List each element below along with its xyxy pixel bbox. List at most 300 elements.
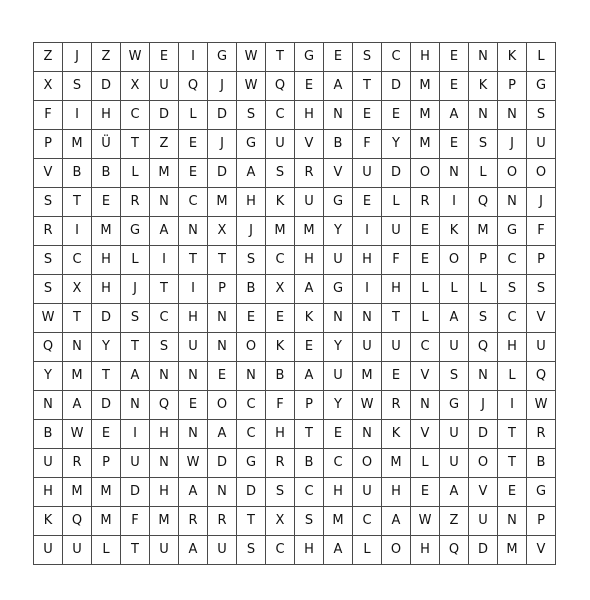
grid-cell[interactable]: S (469, 130, 498, 159)
grid-cell[interactable]: I (121, 420, 150, 449)
grid-cell[interactable]: Q (469, 188, 498, 217)
grid-cell[interactable]: T (208, 246, 237, 275)
grid-cell[interactable]: M (150, 507, 179, 536)
grid-cell[interactable]: E (440, 130, 469, 159)
grid-cell[interactable]: N (498, 188, 527, 217)
grid-cell[interactable]: U (440, 333, 469, 362)
grid-cell[interactable]: A (324, 72, 353, 101)
grid-cell[interactable]: B (295, 449, 324, 478)
grid-cell[interactable]: K (440, 217, 469, 246)
grid-cell[interactable]: N (63, 333, 92, 362)
grid-cell[interactable]: B (63, 159, 92, 188)
grid-cell[interactable]: Y (92, 333, 121, 362)
grid-cell[interactable]: V (411, 420, 440, 449)
grid-cell[interactable]: N (121, 391, 150, 420)
grid-cell[interactable]: Q (34, 333, 63, 362)
grid-cell[interactable]: A (208, 420, 237, 449)
grid-cell[interactable]: A (63, 391, 92, 420)
grid-cell[interactable]: T (498, 449, 527, 478)
grid-cell[interactable]: J (208, 130, 237, 159)
grid-cell[interactable]: S (63, 72, 92, 101)
grid-cell[interactable]: C (382, 43, 411, 72)
grid-cell[interactable]: X (63, 275, 92, 304)
grid-cell[interactable]: S (237, 246, 266, 275)
grid-cell[interactable]: A (237, 159, 266, 188)
grid-cell[interactable]: S (527, 275, 556, 304)
grid-cell[interactable]: H (382, 275, 411, 304)
grid-cell[interactable]: P (527, 246, 556, 275)
grid-cell[interactable]: T (295, 420, 324, 449)
grid-cell[interactable]: H (411, 43, 440, 72)
grid-cell[interactable]: E (411, 217, 440, 246)
grid-cell[interactable]: B (34, 420, 63, 449)
grid-cell[interactable]: N (469, 362, 498, 391)
grid-cell[interactable]: T (92, 362, 121, 391)
grid-cell[interactable]: I (63, 101, 92, 130)
grid-cell[interactable]: Y (324, 333, 353, 362)
grid-cell[interactable]: P (92, 449, 121, 478)
grid-cell[interactable]: D (382, 159, 411, 188)
grid-cell[interactable]: M (295, 217, 324, 246)
grid-cell[interactable]: D (208, 159, 237, 188)
grid-cell[interactable]: M (92, 478, 121, 507)
grid-cell[interactable]: H (295, 101, 324, 130)
grid-cell[interactable]: W (34, 304, 63, 333)
grid-cell[interactable]: N (498, 507, 527, 536)
grid-cell[interactable]: N (208, 333, 237, 362)
grid-cell[interactable]: C (411, 333, 440, 362)
grid-cell[interactable]: U (382, 333, 411, 362)
grid-cell[interactable]: L (382, 188, 411, 217)
grid-cell[interactable]: J (469, 391, 498, 420)
grid-cell[interactable]: I (179, 43, 208, 72)
grid-cell[interactable]: G (295, 43, 324, 72)
grid-cell[interactable]: P (469, 246, 498, 275)
grid-cell[interactable]: N (411, 391, 440, 420)
grid-cell[interactable]: I (353, 217, 382, 246)
grid-cell[interactable]: N (469, 43, 498, 72)
grid-cell[interactable]: O (469, 449, 498, 478)
grid-cell[interactable]: C (353, 507, 382, 536)
grid-cell[interactable]: U (150, 72, 179, 101)
grid-cell[interactable]: H (324, 478, 353, 507)
grid-cell[interactable]: C (237, 391, 266, 420)
grid-cell[interactable]: A (440, 478, 469, 507)
grid-cell[interactable]: N (150, 449, 179, 478)
grid-cell[interactable]: C (179, 188, 208, 217)
grid-cell[interactable]: S (440, 362, 469, 391)
grid-cell[interactable]: P (295, 391, 324, 420)
grid-cell[interactable]: S (498, 275, 527, 304)
grid-cell[interactable]: R (295, 159, 324, 188)
grid-cell[interactable]: P (527, 507, 556, 536)
grid-cell[interactable]: E (353, 188, 382, 217)
grid-cell[interactable]: I (150, 246, 179, 275)
grid-cell[interactable]: D (92, 391, 121, 420)
grid-cell[interactable]: C (237, 420, 266, 449)
grid-cell[interactable]: E (92, 420, 121, 449)
grid-cell[interactable]: H (150, 420, 179, 449)
grid-cell[interactable]: Y (324, 391, 353, 420)
grid-cell[interactable]: I (440, 188, 469, 217)
grid-cell[interactable]: E (150, 43, 179, 72)
grid-cell[interactable]: E (179, 159, 208, 188)
grid-cell[interactable]: L (411, 304, 440, 333)
grid-cell[interactable]: Z (34, 43, 63, 72)
grid-cell[interactable]: D (92, 72, 121, 101)
grid-cell[interactable]: M (411, 130, 440, 159)
grid-cell[interactable]: W (237, 43, 266, 72)
grid-cell[interactable]: N (208, 478, 237, 507)
grid-cell[interactable]: K (295, 304, 324, 333)
grid-cell[interactable]: Q (440, 536, 469, 565)
grid-cell[interactable]: L (353, 536, 382, 565)
grid-cell[interactable]: C (150, 304, 179, 333)
grid-cell[interactable]: E (237, 304, 266, 333)
grid-cell[interactable]: S (237, 101, 266, 130)
grid-cell[interactable]: Y (34, 362, 63, 391)
grid-cell[interactable]: L (179, 101, 208, 130)
grid-cell[interactable]: M (353, 362, 382, 391)
grid-cell[interactable]: R (208, 507, 237, 536)
grid-cell[interactable]: J (527, 188, 556, 217)
grid-cell[interactable]: N (353, 304, 382, 333)
grid-cell[interactable]: R (527, 420, 556, 449)
grid-cell[interactable]: F (527, 217, 556, 246)
grid-cell[interactable]: N (150, 362, 179, 391)
grid-cell[interactable]: H (92, 101, 121, 130)
grid-cell[interactable]: N (179, 362, 208, 391)
grid-cell[interactable]: M (411, 72, 440, 101)
grid-cell[interactable]: M (266, 217, 295, 246)
grid-cell[interactable]: J (208, 72, 237, 101)
grid-cell[interactable]: M (92, 217, 121, 246)
grid-cell[interactable]: A (295, 362, 324, 391)
grid-cell[interactable]: M (63, 478, 92, 507)
grid-cell[interactable]: S (34, 246, 63, 275)
grid-cell[interactable]: T (121, 333, 150, 362)
grid-cell[interactable]: L (92, 536, 121, 565)
grid-cell[interactable]: I (63, 217, 92, 246)
grid-cell[interactable]: L (121, 159, 150, 188)
grid-cell[interactable]: V (469, 478, 498, 507)
grid-cell[interactable]: D (208, 101, 237, 130)
grid-cell[interactable]: T (266, 43, 295, 72)
grid-cell[interactable]: L (440, 275, 469, 304)
grid-cell[interactable]: S (469, 304, 498, 333)
grid-cell[interactable]: K (382, 420, 411, 449)
grid-cell[interactable]: F (121, 507, 150, 536)
grid-cell[interactable]: S (353, 43, 382, 72)
grid-cell[interactable]: G (527, 72, 556, 101)
grid-cell[interactable]: B (92, 159, 121, 188)
grid-cell[interactable]: Q (469, 333, 498, 362)
grid-cell[interactable]: K (266, 188, 295, 217)
grid-cell[interactable]: E (295, 72, 324, 101)
grid-cell[interactable]: J (63, 43, 92, 72)
grid-cell[interactable]: C (121, 101, 150, 130)
grid-cell[interactable]: E (411, 246, 440, 275)
grid-cell[interactable]: O (411, 159, 440, 188)
grid-cell[interactable]: F (353, 130, 382, 159)
grid-cell[interactable]: Z (150, 130, 179, 159)
grid-cell[interactable]: T (63, 188, 92, 217)
grid-cell[interactable]: N (150, 188, 179, 217)
grid-cell[interactable]: J (237, 217, 266, 246)
grid-cell[interactable]: O (237, 333, 266, 362)
grid-cell[interactable]: U (527, 333, 556, 362)
grid-cell[interactable]: H (92, 246, 121, 275)
grid-cell[interactable]: D (150, 101, 179, 130)
grid-cell[interactable]: E (324, 420, 353, 449)
grid-cell[interactable]: C (266, 101, 295, 130)
grid-cell[interactable]: G (237, 130, 266, 159)
grid-cell[interactable]: E (411, 478, 440, 507)
grid-cell[interactable]: U (353, 333, 382, 362)
grid-cell[interactable]: H (498, 333, 527, 362)
grid-cell[interactable]: N (179, 420, 208, 449)
grid-cell[interactable]: R (63, 449, 92, 478)
grid-cell[interactable]: T (63, 304, 92, 333)
grid-cell[interactable]: A (324, 536, 353, 565)
grid-cell[interactable]: I (179, 275, 208, 304)
grid-cell[interactable]: S (266, 478, 295, 507)
grid-cell[interactable]: T (150, 275, 179, 304)
grid-cell[interactable]: N (440, 159, 469, 188)
grid-cell[interactable]: T (179, 246, 208, 275)
grid-cell[interactable]: N (237, 362, 266, 391)
grid-cell[interactable]: F (382, 246, 411, 275)
grid-cell[interactable]: E (295, 333, 324, 362)
grid-cell[interactable]: R (34, 217, 63, 246)
grid-cell[interactable]: B (237, 275, 266, 304)
grid-cell[interactable]: Q (179, 72, 208, 101)
grid-cell[interactable]: S (150, 333, 179, 362)
grid-cell[interactable]: X (208, 217, 237, 246)
grid-cell[interactable]: G (440, 391, 469, 420)
grid-cell[interactable]: M (63, 362, 92, 391)
grid-cell[interactable]: Q (150, 391, 179, 420)
grid-cell[interactable]: X (121, 72, 150, 101)
grid-cell[interactable]: Ü (92, 130, 121, 159)
grid-cell[interactable]: D (92, 304, 121, 333)
grid-cell[interactable]: Q (266, 72, 295, 101)
grid-cell[interactable]: U (295, 188, 324, 217)
grid-cell[interactable]: P (34, 130, 63, 159)
grid-cell[interactable]: O (440, 246, 469, 275)
grid-cell[interactable]: A (179, 478, 208, 507)
grid-cell[interactable]: G (498, 217, 527, 246)
grid-cell[interactable]: U (121, 449, 150, 478)
grid-cell[interactable]: X (266, 275, 295, 304)
grid-cell[interactable]: E (92, 188, 121, 217)
grid-cell[interactable]: M (63, 130, 92, 159)
grid-cell[interactable]: W (237, 72, 266, 101)
grid-cell[interactable]: B (324, 130, 353, 159)
grid-cell[interactable]: E (179, 391, 208, 420)
grid-cell[interactable]: A (440, 101, 469, 130)
grid-cell[interactable]: U (353, 159, 382, 188)
grid-cell[interactable]: T (353, 72, 382, 101)
grid-cell[interactable]: W (121, 43, 150, 72)
grid-cell[interactable]: S (527, 101, 556, 130)
grid-cell[interactable]: U (34, 449, 63, 478)
grid-cell[interactable]: Z (92, 43, 121, 72)
grid-cell[interactable]: Q (527, 362, 556, 391)
grid-cell[interactable]: L (121, 246, 150, 275)
grid-cell[interactable]: V (527, 536, 556, 565)
grid-cell[interactable]: T (498, 420, 527, 449)
grid-cell[interactable]: N (498, 101, 527, 130)
grid-cell[interactable]: L (411, 275, 440, 304)
grid-cell[interactable]: O (527, 159, 556, 188)
grid-cell[interactable]: W (179, 449, 208, 478)
grid-cell[interactable]: E (179, 130, 208, 159)
grid-cell[interactable]: A (295, 275, 324, 304)
grid-cell[interactable]: C (266, 536, 295, 565)
grid-cell[interactable]: U (440, 449, 469, 478)
grid-cell[interactable]: U (324, 362, 353, 391)
grid-cell[interactable]: S (121, 304, 150, 333)
grid-cell[interactable]: L (498, 362, 527, 391)
grid-cell[interactable]: A (382, 507, 411, 536)
grid-cell[interactable]: I (498, 391, 527, 420)
grid-cell[interactable]: M (469, 217, 498, 246)
grid-cell[interactable]: E (382, 362, 411, 391)
grid-cell[interactable]: O (498, 159, 527, 188)
grid-cell[interactable]: H (237, 188, 266, 217)
grid-cell[interactable]: W (411, 507, 440, 536)
grid-cell[interactable]: F (266, 391, 295, 420)
grid-cell[interactable]: C (295, 478, 324, 507)
grid-cell[interactable]: M (411, 101, 440, 130)
grid-cell[interactable]: S (34, 275, 63, 304)
grid-cell[interactable]: K (34, 507, 63, 536)
grid-cell[interactable]: H (266, 420, 295, 449)
grid-cell[interactable]: I (353, 275, 382, 304)
grid-cell[interactable]: C (63, 246, 92, 275)
grid-cell[interactable]: N (353, 420, 382, 449)
grid-cell[interactable]: T (237, 507, 266, 536)
grid-cell[interactable]: V (527, 304, 556, 333)
grid-cell[interactable]: D (469, 420, 498, 449)
grid-cell[interactable]: M (208, 188, 237, 217)
grid-cell[interactable]: O (208, 391, 237, 420)
grid-cell[interactable]: H (353, 246, 382, 275)
grid-cell[interactable]: S (237, 536, 266, 565)
grid-cell[interactable]: W (353, 391, 382, 420)
grid-cell[interactable]: S (266, 159, 295, 188)
grid-cell[interactable]: L (469, 159, 498, 188)
grid-cell[interactable]: C (498, 246, 527, 275)
grid-cell[interactable]: H (150, 478, 179, 507)
grid-cell[interactable]: L (469, 275, 498, 304)
grid-cell[interactable]: R (179, 507, 208, 536)
grid-cell[interactable]: E (353, 101, 382, 130)
grid-cell[interactable]: M (92, 507, 121, 536)
grid-cell[interactable]: G (121, 217, 150, 246)
grid-cell[interactable]: R (382, 391, 411, 420)
grid-cell[interactable]: H (295, 246, 324, 275)
grid-cell[interactable]: A (440, 304, 469, 333)
grid-cell[interactable]: H (411, 536, 440, 565)
grid-cell[interactable]: U (179, 333, 208, 362)
grid-cell[interactable]: U (34, 536, 63, 565)
grid-cell[interactable]: X (266, 507, 295, 536)
grid-cell[interactable]: U (324, 246, 353, 275)
grid-cell[interactable]: R (266, 449, 295, 478)
grid-cell[interactable]: N (34, 391, 63, 420)
grid-cell[interactable]: U (63, 536, 92, 565)
grid-cell[interactable]: G (324, 188, 353, 217)
grid-cell[interactable]: O (382, 536, 411, 565)
grid-cell[interactable]: T (121, 536, 150, 565)
grid-cell[interactable]: C (324, 449, 353, 478)
grid-cell[interactable]: J (498, 130, 527, 159)
grid-cell[interactable]: B (527, 449, 556, 478)
grid-cell[interactable]: P (498, 72, 527, 101)
grid-cell[interactable]: U (208, 536, 237, 565)
grid-cell[interactable]: R (411, 188, 440, 217)
grid-cell[interactable]: H (34, 478, 63, 507)
grid-cell[interactable]: H (295, 536, 324, 565)
grid-cell[interactable]: U (150, 536, 179, 565)
grid-cell[interactable]: V (295, 130, 324, 159)
grid-cell[interactable]: X (34, 72, 63, 101)
grid-cell[interactable]: A (121, 362, 150, 391)
grid-cell[interactable]: F (34, 101, 63, 130)
grid-cell[interactable]: G (237, 449, 266, 478)
grid-cell[interactable]: V (411, 362, 440, 391)
grid-cell[interactable]: N (469, 101, 498, 130)
grid-cell[interactable]: P (208, 275, 237, 304)
grid-cell[interactable]: E (440, 72, 469, 101)
grid-cell[interactable]: D (208, 449, 237, 478)
grid-cell[interactable]: S (34, 188, 63, 217)
grid-cell[interactable]: E (440, 43, 469, 72)
grid-cell[interactable]: N (208, 304, 237, 333)
grid-cell[interactable]: E (324, 43, 353, 72)
grid-cell[interactable]: N (179, 217, 208, 246)
grid-cell[interactable]: G (208, 43, 237, 72)
grid-cell[interactable]: L (527, 43, 556, 72)
grid-cell[interactable]: B (266, 362, 295, 391)
grid-cell[interactable]: G (527, 478, 556, 507)
grid-cell[interactable]: N (324, 304, 353, 333)
grid-cell[interactable]: V (34, 159, 63, 188)
grid-cell[interactable]: T (382, 304, 411, 333)
grid-cell[interactable]: K (469, 72, 498, 101)
grid-cell[interactable]: Y (382, 130, 411, 159)
grid-cell[interactable]: C (498, 304, 527, 333)
grid-cell[interactable]: M (150, 159, 179, 188)
grid-cell[interactable]: U (353, 478, 382, 507)
grid-cell[interactable]: U (440, 420, 469, 449)
grid-cell[interactable]: K (498, 43, 527, 72)
grid-cell[interactable]: E (266, 304, 295, 333)
grid-cell[interactable]: Z (440, 507, 469, 536)
grid-cell[interactable]: H (382, 478, 411, 507)
grid-cell[interactable]: U (382, 217, 411, 246)
grid-cell[interactable]: D (237, 478, 266, 507)
grid-cell[interactable]: L (411, 449, 440, 478)
grid-cell[interactable]: M (324, 507, 353, 536)
grid-cell[interactable]: N (324, 101, 353, 130)
grid-cell[interactable]: D (382, 72, 411, 101)
grid-cell[interactable]: U (527, 130, 556, 159)
grid-cell[interactable]: H (179, 304, 208, 333)
grid-cell[interactable]: E (382, 101, 411, 130)
